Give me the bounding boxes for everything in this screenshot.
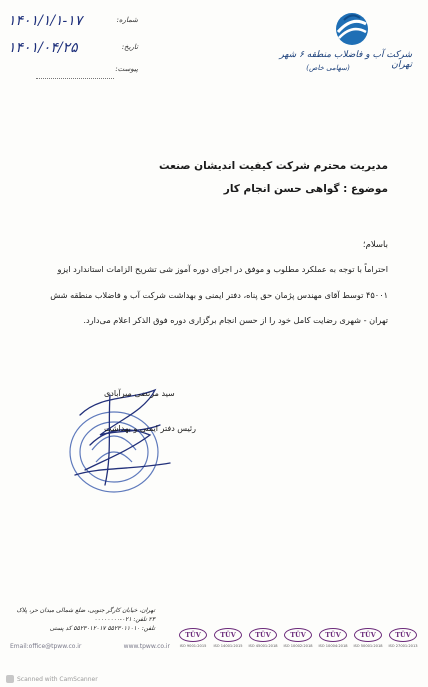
tuv-cert-1 bbox=[178, 628, 208, 668]
certification-logos bbox=[178, 628, 418, 668]
footer-phone-line: تلفن: ۵۵۲۳۰۱۱۰۱۰ ۵۵۲۳۰۱۲۰۱۷ کد پستی bbox=[49, 625, 155, 632]
letter-number: ۱۴۰۱/۱/۱-۱۷ bbox=[8, 13, 83, 29]
attachment-label: پیوست: bbox=[115, 65, 138, 73]
footer-address bbox=[10, 606, 155, 633]
letter-number-label: شماره: bbox=[116, 16, 138, 24]
tuv-cert-icon: TÜV bbox=[214, 628, 242, 642]
tuv-cert-7 bbox=[388, 628, 418, 668]
tuv-cert-caption: ISO 27001:2013 bbox=[388, 644, 418, 648]
letter-date: ۱۴۰۱/۰۴/۲۵ bbox=[8, 40, 78, 56]
body-line-2: ۴۵۰۰۱ توسط آقای مهندس پژمان حق پناه، دفتر ایمنی و بهداشت شرکت آب و فاضلاب منطقه شش bbox=[50, 290, 388, 300]
tuv-cert-icon: TÜV bbox=[284, 628, 312, 642]
company-logo-icon bbox=[330, 10, 374, 48]
body-line-1: احتراماً با توجه به عملکرد مطلوب و موفق در اجرای دوره آموز شی تشریح الزامات استاندارد ایزو bbox=[57, 264, 388, 274]
tuv-cert-caption: ISO 9001:2015 bbox=[179, 644, 207, 648]
footer-contact bbox=[10, 643, 170, 650]
tuv-cert-icon: TÜV bbox=[389, 628, 417, 642]
tuv-cert-3 bbox=[248, 628, 278, 668]
letter-number-row bbox=[8, 13, 138, 31]
letter-date-row bbox=[8, 40, 138, 58]
tuv-cert-4 bbox=[283, 628, 313, 668]
signatory-name: سید مرتضی میرآبادی bbox=[104, 389, 175, 398]
addressee: مدیریت محترم شرکت کیفیت اندیشان صنعت bbox=[158, 160, 388, 172]
subject-line: موضوع : گواهی حسن انجام کار bbox=[223, 183, 388, 195]
company-type: (سهامی خاص) bbox=[306, 64, 350, 72]
tuv-cert-6 bbox=[353, 628, 383, 668]
body-line-3: تهران - شهری رضایت کامل خود را از حسن انجام برگزاری دوره فوق الذکر اعلام می‌دارد. bbox=[83, 315, 388, 325]
tuv-cert-caption: ISO 50001:2018 bbox=[353, 644, 383, 648]
attachment-line bbox=[36, 78, 114, 79]
scanner-watermark bbox=[6, 675, 98, 683]
tuv-cert-caption: ISO 10002:2018 bbox=[283, 644, 313, 648]
tuv-cert-icon: TÜV bbox=[249, 628, 277, 642]
company-name: شرکت آب و فاضلاب منطقه ۶ شهر تهران bbox=[279, 50, 412, 70]
tuv-cert-caption: ISO 14001:2015 bbox=[213, 644, 243, 648]
tuv-cert-caption: ISO 10004:2018 bbox=[318, 644, 348, 648]
tuv-cert-icon: TÜV bbox=[354, 628, 382, 642]
letter-date-label: تاریخ: bbox=[121, 43, 138, 51]
tuv-cert-icon: TÜV bbox=[179, 628, 207, 642]
footer-website: www.tpww.co.ir bbox=[123, 643, 170, 650]
salutation: باسلام؛ bbox=[362, 240, 388, 250]
footer-email: Email:office@tpww.co.ir bbox=[10, 643, 82, 650]
tuv-cert-icon: TÜV bbox=[319, 628, 347, 642]
scanner-watermark-text: Scanned with CamScanner bbox=[17, 675, 98, 683]
footer-address-line: تهران، خیابان کارگر جنوبی، ضلع شمالی میدان حر، پلاک ۲۳ تلفن: ۰۲۱-۰۰۰۰۰۰۰۰ bbox=[16, 607, 155, 623]
tuv-cert-5 bbox=[318, 628, 348, 668]
attachment-row bbox=[8, 62, 138, 80]
camscanner-icon bbox=[6, 675, 14, 683]
tuv-cert-caption: ISO 45001:2018 bbox=[248, 644, 278, 648]
signatory-title: رئیس دفتر ایمنی و بهداشت bbox=[104, 424, 197, 433]
tuv-cert-2 bbox=[213, 628, 243, 668]
